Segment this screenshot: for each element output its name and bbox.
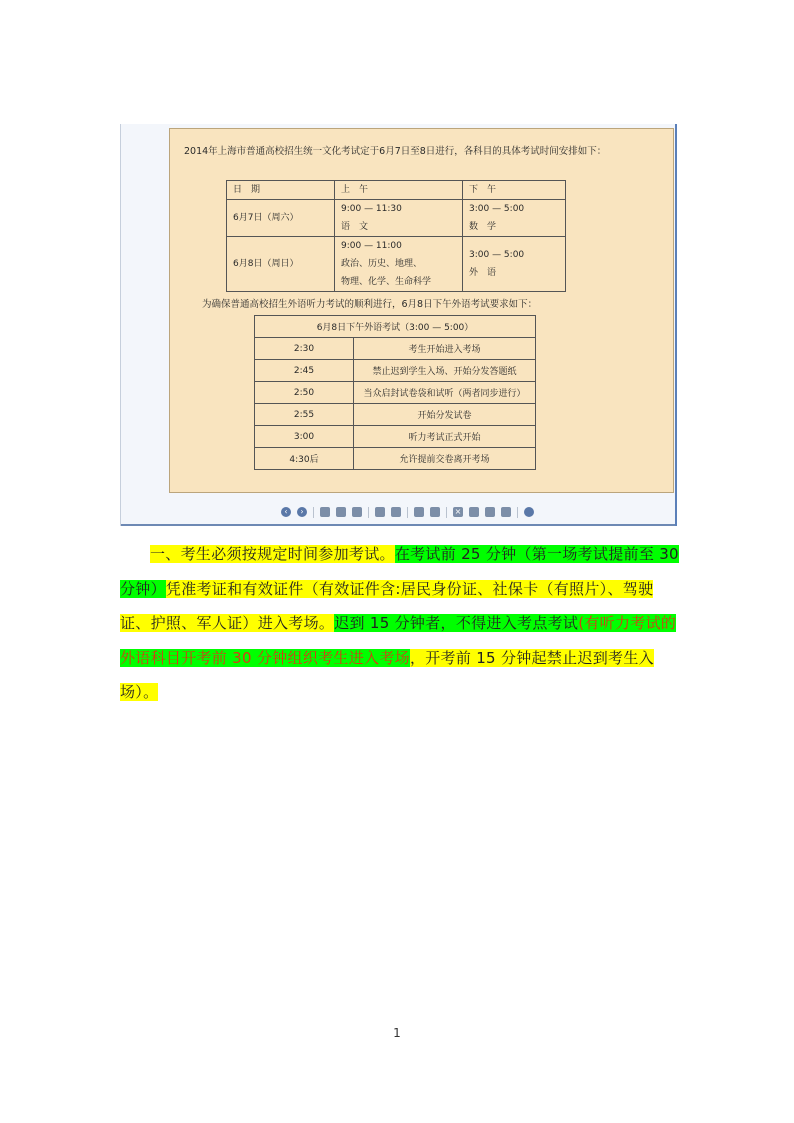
- rule-heading: 一、考生必须按规定时间参加考试。: [150, 545, 395, 563]
- exam-notice-image: [169, 128, 674, 493]
- row2-pm: [463, 237, 566, 292]
- page-number: 1: [393, 1026, 401, 1040]
- fit-icon[interactable]: [320, 507, 330, 517]
- desc-cell: 禁止迟到学生入场、开始分发答题纸: [354, 360, 536, 382]
- exam-schedule-table: [226, 180, 566, 292]
- row1-am-subject: 语 文: [341, 222, 369, 232]
- zoom-in-icon[interactable]: [375, 507, 385, 517]
- late-ban-text: ，开考前 15 分钟起禁止迟到考生入场）。: [120, 648, 654, 701]
- row2-am-time: 9:00 — 11:00: [341, 241, 402, 251]
- listening-rule-text: (有听力考试的外语科目开考前 30 分钟组织考生进入考场: [120, 614, 677, 667]
- export-icon[interactable]: [501, 507, 511, 517]
- row1-pm-subject: 数 学: [469, 222, 497, 232]
- listening-title: 6月8日下午外语考试（3:00 — 5:00）: [255, 316, 536, 338]
- embedded-screenshot: [120, 124, 677, 526]
- row2-pm-subject: 外 语: [469, 268, 497, 278]
- rotate-right-icon[interactable]: [430, 507, 440, 517]
- row1-pm-time: 3:00 — 5:00: [469, 204, 525, 214]
- late-rule-text: 迟到 15 分钟者，不得进入考点考试: [334, 614, 579, 632]
- row2-am: [335, 237, 463, 292]
- next-page-icon[interactable]: ›: [297, 507, 307, 517]
- desc-cell: 当众启封试卷袋和试听（两者同步进行）: [354, 382, 536, 404]
- toolbar-divider: [517, 507, 518, 518]
- row2-am-subjects-1: 政治、历史、地理、: [341, 259, 423, 269]
- time-cell: 2:50: [255, 382, 354, 404]
- desc-cell: 考生开始进入考场: [354, 338, 536, 360]
- header-date: 日 期: [227, 181, 335, 200]
- row2-pm-time: 3:00 — 5:00: [469, 250, 525, 260]
- frame-bottom-border: [121, 524, 675, 526]
- viewer-toolbar: [281, 504, 534, 520]
- time-cell: 4:30后: [255, 448, 354, 470]
- close-icon[interactable]: ×: [454, 507, 462, 516]
- rules-paragraph: [120, 537, 680, 710]
- toolbar-divider: [446, 507, 447, 518]
- arrival-time-text: 在考试前 25 分钟（第一场考试提前至 30 分钟）: [120, 545, 679, 598]
- desc-cell: 允许提前交卷离开考场: [354, 448, 536, 470]
- time-cell: 2:45: [255, 360, 354, 382]
- time-cell: 2:30: [255, 338, 354, 360]
- rotate-left-icon[interactable]: [414, 507, 424, 517]
- row2-am-subjects-2: 物理、化学、生命科学: [341, 277, 432, 287]
- time-cell: 3:00: [255, 426, 354, 448]
- zoom-out-icon[interactable]: [391, 507, 401, 517]
- move-icon[interactable]: [336, 507, 346, 517]
- row1-am-time: 9:00 — 11:30: [341, 204, 402, 214]
- help-icon[interactable]: [524, 507, 534, 517]
- desc-cell: 开始分发试卷: [354, 404, 536, 426]
- row1-date: 6月7日（周六）: [227, 200, 335, 237]
- listening-note: 为确保普通高校招生外语听力考试的顺利进行，6月8日下午外语考试要求如下：: [202, 299, 538, 310]
- prev-page-icon[interactable]: ‹: [281, 507, 291, 517]
- row1-pm: [463, 200, 566, 237]
- listening-schedule-table: [254, 315, 536, 470]
- id-documents-text: 凭准考证和有效证件（有效证件含:居民身份证、社保卡（有照片）、驾驶证、护照、军人证）进入考场。: [120, 579, 654, 632]
- toolbar-divider: [313, 507, 314, 518]
- notice-intro: 2014年上海市普通高校招生统一文化考试定于6月7日至8日进行，各科目的具体考试时间安排如下：: [184, 146, 607, 157]
- time-cell: 2:55: [255, 404, 354, 426]
- toolbar-divider: [368, 507, 369, 518]
- pin-icon[interactable]: [352, 507, 362, 517]
- header-am: 上 午: [335, 181, 463, 200]
- toolbar-divider: [407, 507, 408, 518]
- row1-am: [335, 200, 463, 237]
- row2-date: 6月8日（周日）: [227, 237, 335, 292]
- print-icon[interactable]: [469, 507, 479, 517]
- header-pm: 下 午: [463, 181, 566, 200]
- desc-cell: 听力考试正式开始: [354, 426, 536, 448]
- save-icon[interactable]: [485, 507, 495, 517]
